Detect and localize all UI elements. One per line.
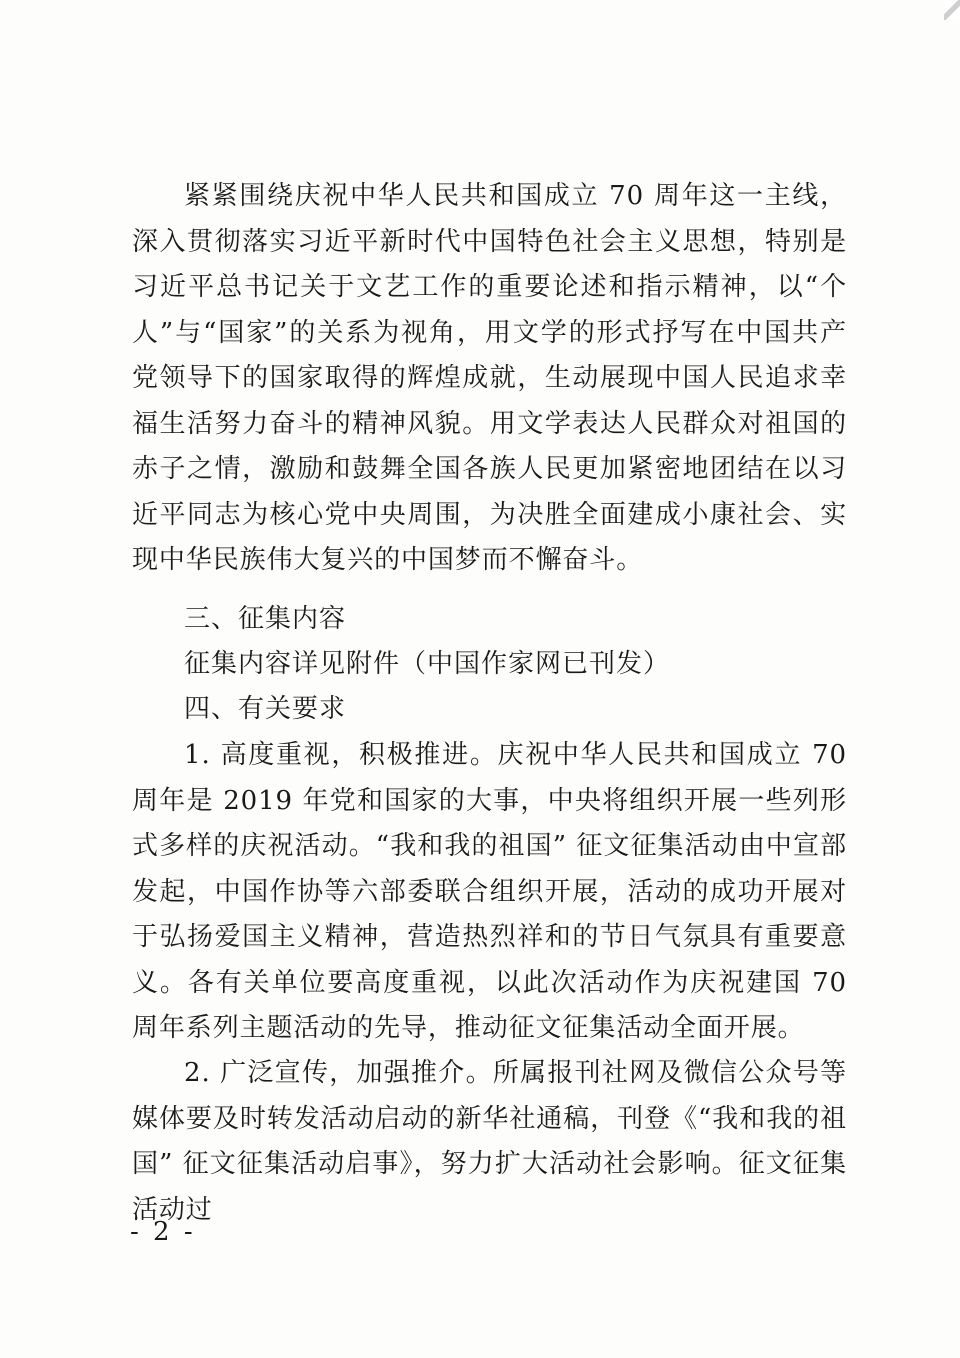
paragraph-intro: 紧紧围绕庆祝中华人民共和国成立 70 周年这一主线，深入贯彻落实习近平新时代中国特色社会主义思想，特别是习近平总书记关于文艺工作的重要论述和指示精神，以“个人”与“国家”的关系为视角，用文学的形式抒写在中国共产党领导下的国家取得的辉煌成就，生动展现中国人民追求幸福生活努力奋斗的精神风貌。用文学表达人民群众对祖国的赤子之情，激励和鼓舞全国各族人民更加紧密地团结在以习近平同志为核心党中央周围，为决胜全面建成小康社会、实现中华民族伟大复兴的中国梦而不懈奋斗。 <box>132 181 847 575</box>
page-number: - 2 - <box>130 1217 196 1247</box>
section-4-heading: 四、有关要求 <box>184 694 347 724</box>
section-3-text: 征集内容详见附件（中国作家网已刊发） <box>184 649 671 679</box>
scan-edge-mark <box>944 0 960 20</box>
section-3-heading: 三、征集内容 <box>184 604 347 634</box>
requirement-item-2: 2. 广泛宣传，加强推介。所属报刊社网及微信公众号等媒体要及时转发活动启动的新华社通稿，刊登《“我和我的祖国” 征文征集活动启事》，努力扩大活动社会影响。征文征集活动过 <box>132 1058 847 1225</box>
requirement-item-1: 1. 高度重视，积极推进。庆祝中华人民共和国成立 70 周年是 2019 年党和国家的大事，中央将组织开展一些列形式多样的庆祝活动。“我和我的祖国” 征文征集活动由中宣部发起，中国作协等六部委联合组织开展，活动的成功开展对于弘扬爱国主义精神，营造热烈祥和的节日气氛具有重要意义。各有关单位要高度重视，以此次活动作为庆祝建国 70 周年系列主题活动的先导，推动征文征集活动全面开展。 <box>132 740 847 1043</box>
